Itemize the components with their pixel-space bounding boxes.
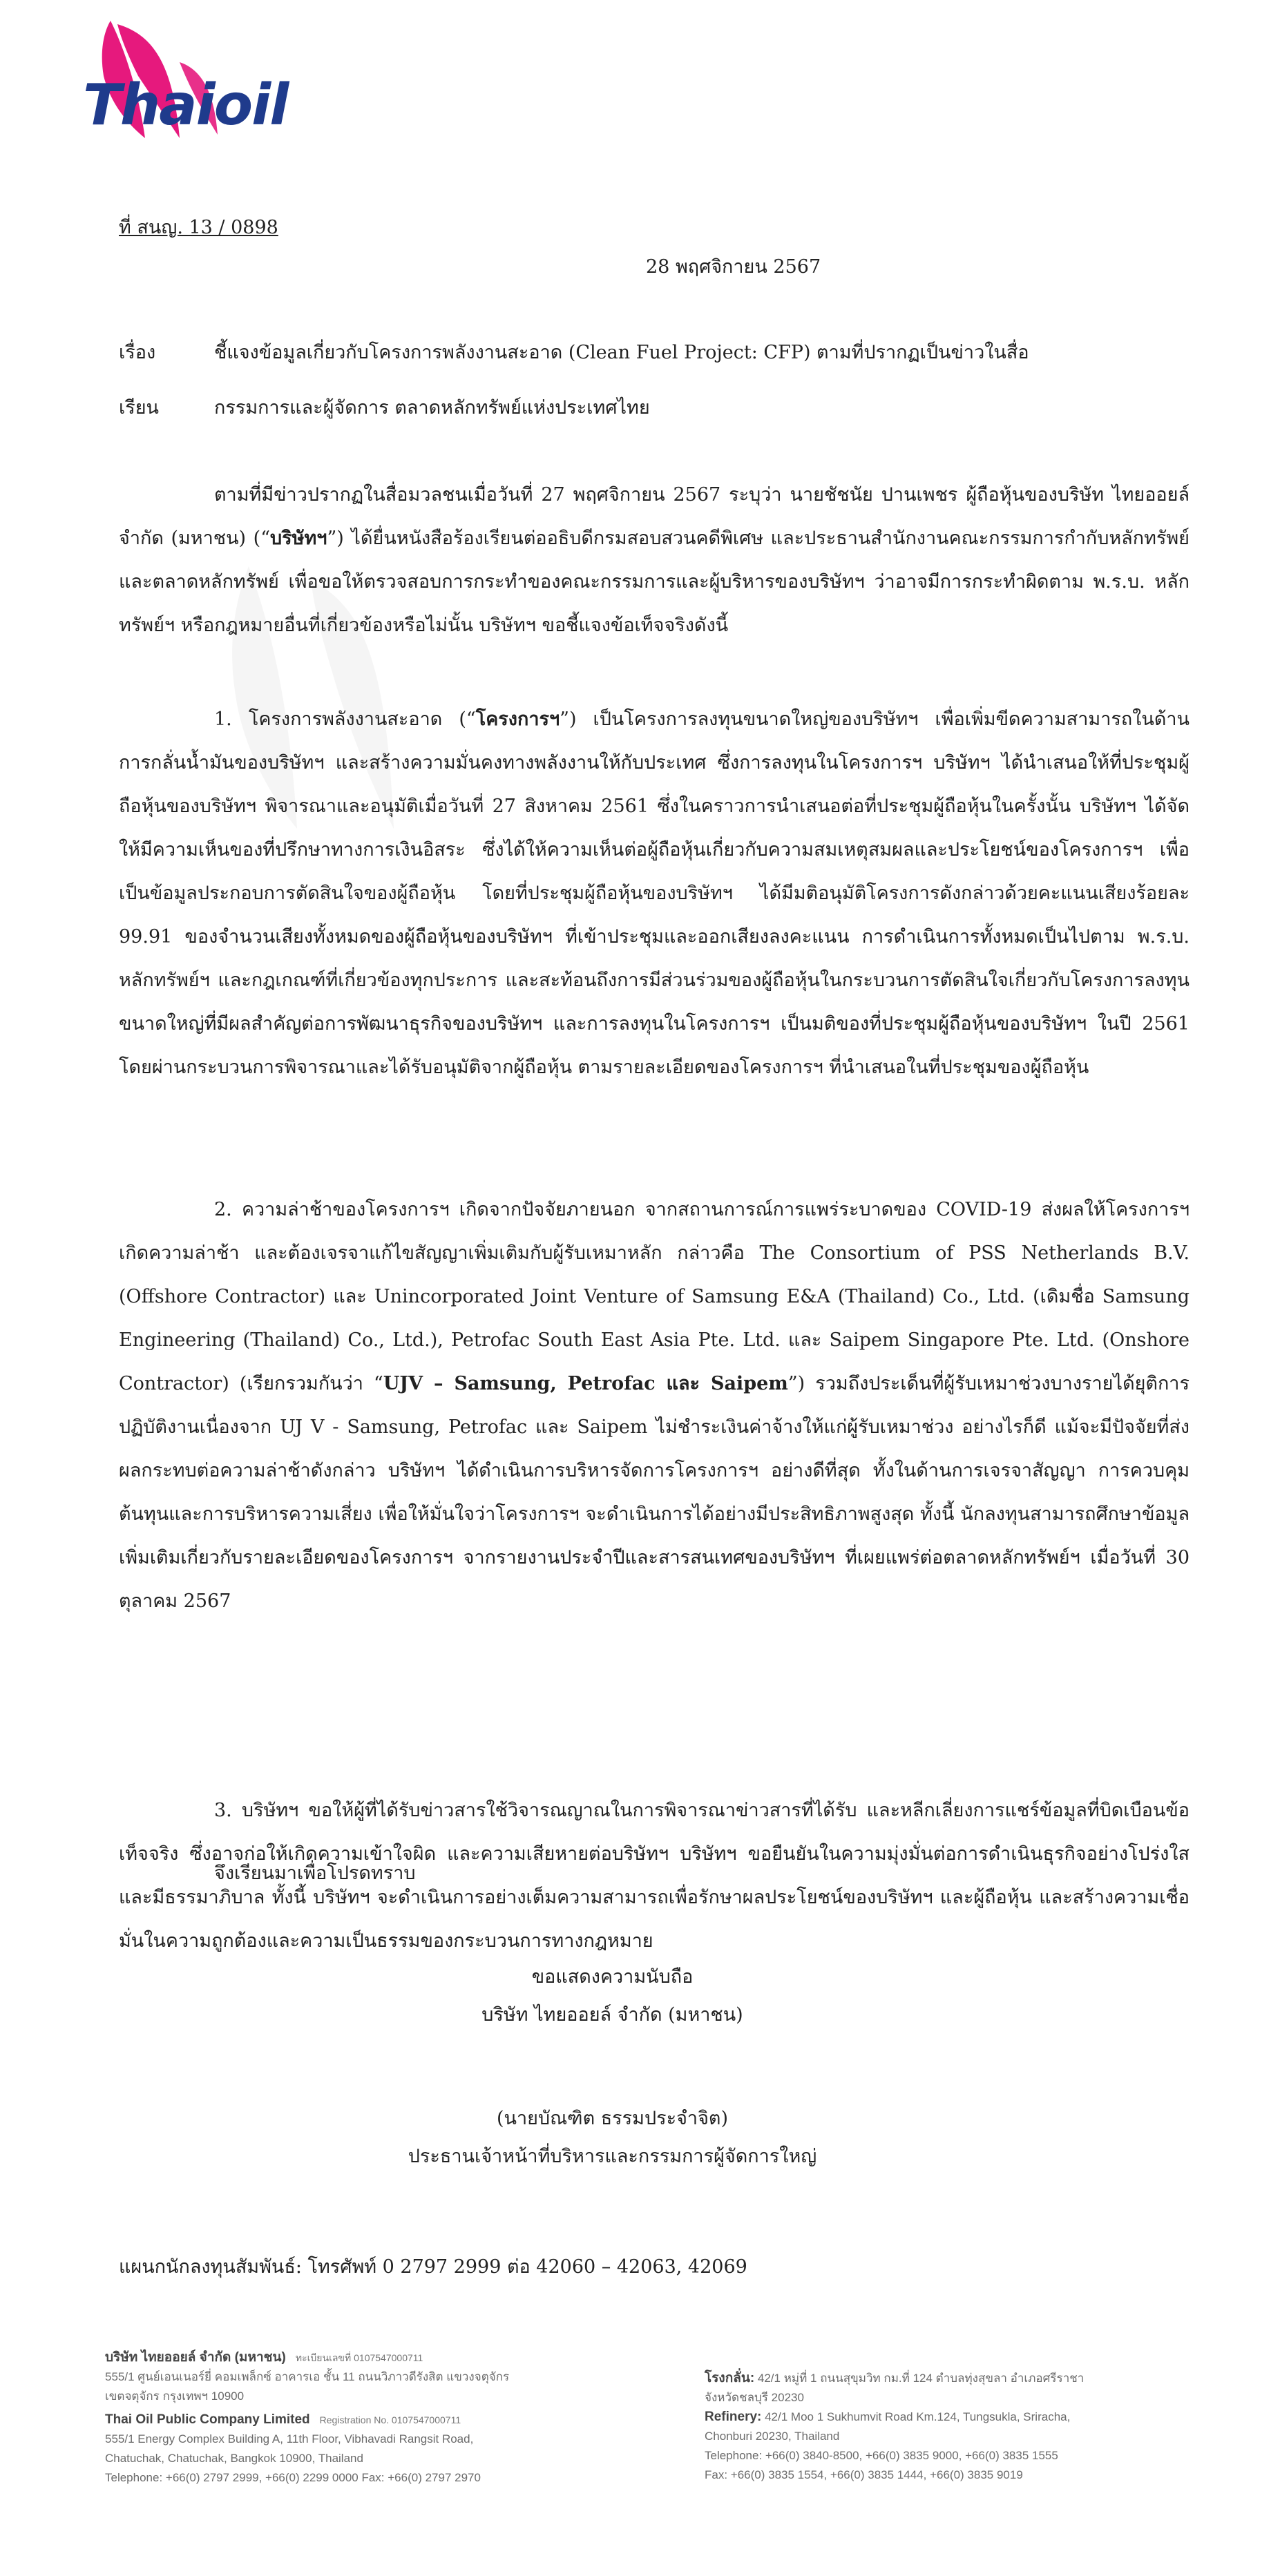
closing-line: จึงเรียนมาเพื่อโปรดทราบ bbox=[214, 1863, 416, 1884]
footer-th-company: บริษัท ไทยออยล์ จำกัด (มหาชน) bbox=[105, 2350, 286, 2365]
recipient-label: เรียน bbox=[119, 397, 160, 419]
p1-bold: บริษัทฯ bbox=[270, 528, 327, 549]
footer-head-office bbox=[105, 2348, 589, 2492]
footer-refinery-en-label: Refinery: bbox=[705, 2410, 762, 2424]
footer-en-reg: Registration No. 0107547000711 bbox=[319, 2414, 461, 2425]
subject-text: ชี้แจงข้อมูลเกี่ยวกับโครงการพลังงานสะอาด (Clean Fuel Project: CFP) ตามที่ปรากฏเป็นข่าวในสื่อ bbox=[214, 342, 1029, 363]
p2-text-b: ”) เป็นโครงการลงทุนขนาดใหญ่ของบริษัทฯ เพื่อเพิ่มขีดความสามารถในด้านการกลั่นน้ำมันของบริษัทฯ และสร้างความมั่นคงทางพลังงานให้กับประเทศ ซึ่งการลงทุนในโครงการฯ บริษัทฯ ได้นำเสนอให้ที่ประชุมผู้ถือหุ้นของบริษัทฯ พิจารณาและอนุมัติเมื่อวันที่ 27 สิงหาคม 2561 ซึ่งในคราวการนำเสนอต่อที่ประชุมผู้ถือหุ้นในครั้งนั้น บริษัทฯ ได้จัดให้มีความเห็นของที่ปรึกษาทางการเงินอิสระ ซึ่งได้ให้ความเห็นต่อผู้ถือหุ้นเกี่ยวกับความสมเหตุสมผลและประโยชน์ของโครงการฯ เพื่อเป็นข้อมูลประกอบการตัดสินใจของผู้ถือหุ้น โดยที่ประชุมผู้ถือหุ้นของบริษัทฯ ได้มีมติอนุมัติโครงการดังกล่าวด้วยคะแนนเสียงร้อยละ 99.91 ของจำนวนเสียงทั้งหมดของผู้ถือหุ้นของบริษัทฯ ที่เข้าประชุมและออกเสียงลงคะแนน การดำเนินการทั้งหมดเป็นไปตาม พ.ร.บ. หลักทรัพย์ฯ และกฎเกณฑ์ที่เกี่ยวข้องทุกประการ และสะท้อนถึงการมีส่วนร่วมของผู้ถือหุ้นในกระบวนการตัดสินใจเกี่ยวกับโครงการลงทุนขนาดใหญ่ที่มีผลสำคัญต่อการพัฒนาธุรกิจของบริษัทฯ และการลงทุนในโครงการฯ เป็นมติของที่ประชุมผู้ถือหุ้นของบริษัทฯ ในปี 2561 โดยผ่านกระบวนการพิจารณาและได้รับอนุมัติจากผู้ถือหุ้น ตามรายละเอียดของโครงการฯ ที่นำเสนอในที่ประชุมของผู้ถือหุ้น bbox=[119, 709, 1190, 1078]
footer-refinery-fax: Fax: +66(0) 3835 1554, +66(0) 3835 1444, +66(0) 3835 9019 bbox=[705, 2468, 1023, 2481]
logo-wordmark: Thaioil bbox=[83, 73, 288, 138]
footer-en-addr1: 555/1 Energy Complex Building A, 11th Floor, Vibhavadi Rangsit Road, bbox=[105, 2432, 474, 2445]
p3-text-b: ”) รวมถึงประเด็นที่ผู้รับเหมาช่วงบางรายได้ยุติการปฏิบัติงานเนื่องจาก UJ V - Samsung, Petrofac และ Saipem ไม่ชำระเงินค่าจ้างให้แก่ผู้รับเหมาช่วง อย่างไรก็ดี แม้จะมีปัจจัยที่ส่งผลกระทบต่อความล่าช้าดังกล่าว บริษัทฯ ได้ดำเนินการบริหารจัดการโครงการฯ อย่างดีที่สุด ทั้งในด้านการเจรจาสัญญา การควบคุมต้นทุนและการบริหารความเสี่ยง เพื่อให้มั่นใจว่าโครงการฯ จะดำเนินการได้อย่างมีประสิทธิภาพสูงสุด ทั้งนี้ นักลงทุนสามารถศึกษาข้อมูลเพิ่มเติมเกี่ยวกับรายละเอียดของโครงการฯ จากรายงานประจำปีและสารสนเทศของบริษัทฯ ที่เผยแพร่ต่อตลาดหลักทรัพย์ฯ เมื่อวันที่ 30 ตุลาคม 2567 bbox=[119, 1373, 1190, 1612]
letter-date: 28 พฤศจิกายน 2567 bbox=[646, 256, 821, 278]
reference-number: ที่ สนญ. 13 / 0898 bbox=[119, 217, 278, 238]
paragraph-point-1 bbox=[119, 698, 1190, 1089]
company-name: บริษัท ไทยออยล์ จำกัด (มหาชน) bbox=[481, 2004, 743, 2026]
footer-refinery-th-label: โรงกลั่น: bbox=[705, 2371, 755, 2385]
p1-text-a: ตามที่มีข่าวปรากฏในสื่อมวลชนเมื่อวันที่ 27 พฤศจิกายน 2567 ระบุว่า นายชัชนัย ปานเพชร ผู้ถือหุ้นของบริษัท ไทยออยล์ จำกัด (มหาชน) (“ bbox=[119, 484, 1190, 549]
p2-text-a: 1. โครงการพลังงานสะอาด (“ bbox=[214, 709, 476, 730]
p1-text-b: ”) ได้ยื่นหนังสือร้องเรียนต่ออธิบดีกรมสอบสวนคดีพิเศษ และประธานสำนักงานคณะกรรมการกำกับหลักทรัพย์และตลาดหลักทรัพย์ เพื่อขอให้ตรวจสอบการกระทำของคณะกรรมการและผู้บริหารของบริษัทฯ ว่าอาจมีการกระทำผิดตาม พ.ร.บ. หลักทรัพย์ฯ หรือกฎหมายอื่นที่เกี่ยวข้องหรือไม่นั้น บริษัทฯ ขอชี้แจงข้อเท็จจริงดังนี้ bbox=[119, 528, 1190, 636]
footer-refinery-th-addr1: 42/1 หมู่ที่ 1 ถนนสุขุมวิท กม.ที่ 124 ตำบลทุ่งสุขลา อำเภอศรีราชา bbox=[757, 2372, 1085, 2385]
footer-refinery-tel: Telephone: +66(0) 3840-8500, +66(0) 3835 9000, +66(0) 3835 1555 bbox=[705, 2449, 1058, 2462]
footer-en-tel: Telephone: +66(0) 2797 2999, +66(0) 2299 0000 Fax: +66(0) 2797 2970 bbox=[105, 2471, 481, 2484]
ir-contact: แผนกนักลงทุนสัมพันธ์: โทรศัพท์ 0 2797 2999 ต่อ 42060 – 42063, 42069 bbox=[119, 2256, 747, 2278]
subject-label: เรื่อง bbox=[119, 342, 156, 363]
paragraph-point-3: 3. บริษัทฯ ขอให้ผู้ที่ได้รับข่าวสารใช้วิจารณญาณในการพิจารณาข่าวสารที่ได้รับ และหลีกเลี่ยงการแชร์ข้อมูลที่บิดเบือนข้อเท็จจริง ซึ่งอาจก่อให้เกิดความเข้าใจผิด และความเสียหายต่อบริษัทฯ บริษัทฯ ขอยืนยันในความมุ่งมั่นต่อการดำเนินธุรกิจอย่างโปร่งใสและมีธรรมาภิบาล ทั้งนี้ บริษัทฯ จะดำเนินการอย่างเต็มความสามารถเพื่อรักษาผลประโยชน์ของบริษัทฯ และผู้ถือหุ้น และสร้างความเชื่อมั่นในความถูกต้องและความเป็นธรรมของกระบวนการทางกฎหมาย bbox=[119, 1800, 1190, 1952]
recipient-text: กรรมการและผู้จัดการ ตลาดหลักทรัพย์แห่งประเทศไทย bbox=[214, 397, 650, 419]
footer-refinery bbox=[705, 2369, 1188, 2485]
footer-refinery-en-addr2: Chonburi 20230, Thailand bbox=[705, 2430, 840, 2443]
footer-th-addr2: เขตจตุจักร กรุงเทพฯ 10900 bbox=[105, 2390, 245, 2403]
p2-bold: โครงการฯ bbox=[475, 709, 560, 730]
regards-text: ขอแสดงความนับถือ bbox=[531, 1966, 694, 1988]
p3-bold: UJV – Samsung, Petrofac และ Saipem bbox=[383, 1373, 788, 1394]
footer-th-addr1: 555/1 ศูนย์เอนเนอร์ยี่ คอมเพล็กซ์ อาคารเอ ชั้น 11 ถนนวิภาวดีรังสิต แขวงจตุจักร bbox=[105, 2370, 510, 2383]
footer-en-company: Thai Oil Public Company Limited bbox=[105, 2412, 310, 2427]
footer-th-reg: ทะเบียนเลขที่ 0107547000711 bbox=[295, 2352, 423, 2363]
signer-title: ประธานเจ้าหน้าที่บริหารและกรรมการผู้จัดการใหญ่ bbox=[408, 2146, 817, 2167]
paragraph-point-2 bbox=[119, 1188, 1190, 1623]
footer-refinery-en-addr1: 42/1 Moo 1 Sukhumvit Road Km.124, Tungsukla, Sriracha, bbox=[765, 2410, 1071, 2423]
footer-en-addr2: Chatuchak, Chatuchak, Bangkok 10900, Thailand bbox=[105, 2452, 363, 2465]
p3-text-a: 2. ความล่าช้าของโครงการฯ เกิดจากปัจจัยภายนอก จากสถานการณ์การแพร่ระบาดของ COVID-19 ส่งผลให้โครงการฯ เกิดความล่าช้า และต้องเจรจาแก้ไขสัญญาเพิ่มเติมกับผู้รับเหมาหลัก กล่าวคือ The Consortium of PSS Netherlands B.V. (Offshore Contractor) และ Unincorporated Joint Venture of Samsung E&A (Thailand) Co., Ltd. (เดิมชื่อ Samsung Engineering (Thailand) Co., Ltd.), Petrofac South East Asia Pte. Ltd. และ Saipem Singapore Pte. Ltd. (Onshore Contractor) (เรียกรวมกันว่า “ bbox=[119, 1199, 1190, 1394]
footer-refinery-th-addr2: จังหวัดชลบุรี 20230 bbox=[705, 2391, 804, 2404]
paragraph-intro bbox=[119, 473, 1190, 647]
signer-name: (นายบัณฑิต ธรรมประจำจิต) bbox=[497, 2108, 728, 2129]
